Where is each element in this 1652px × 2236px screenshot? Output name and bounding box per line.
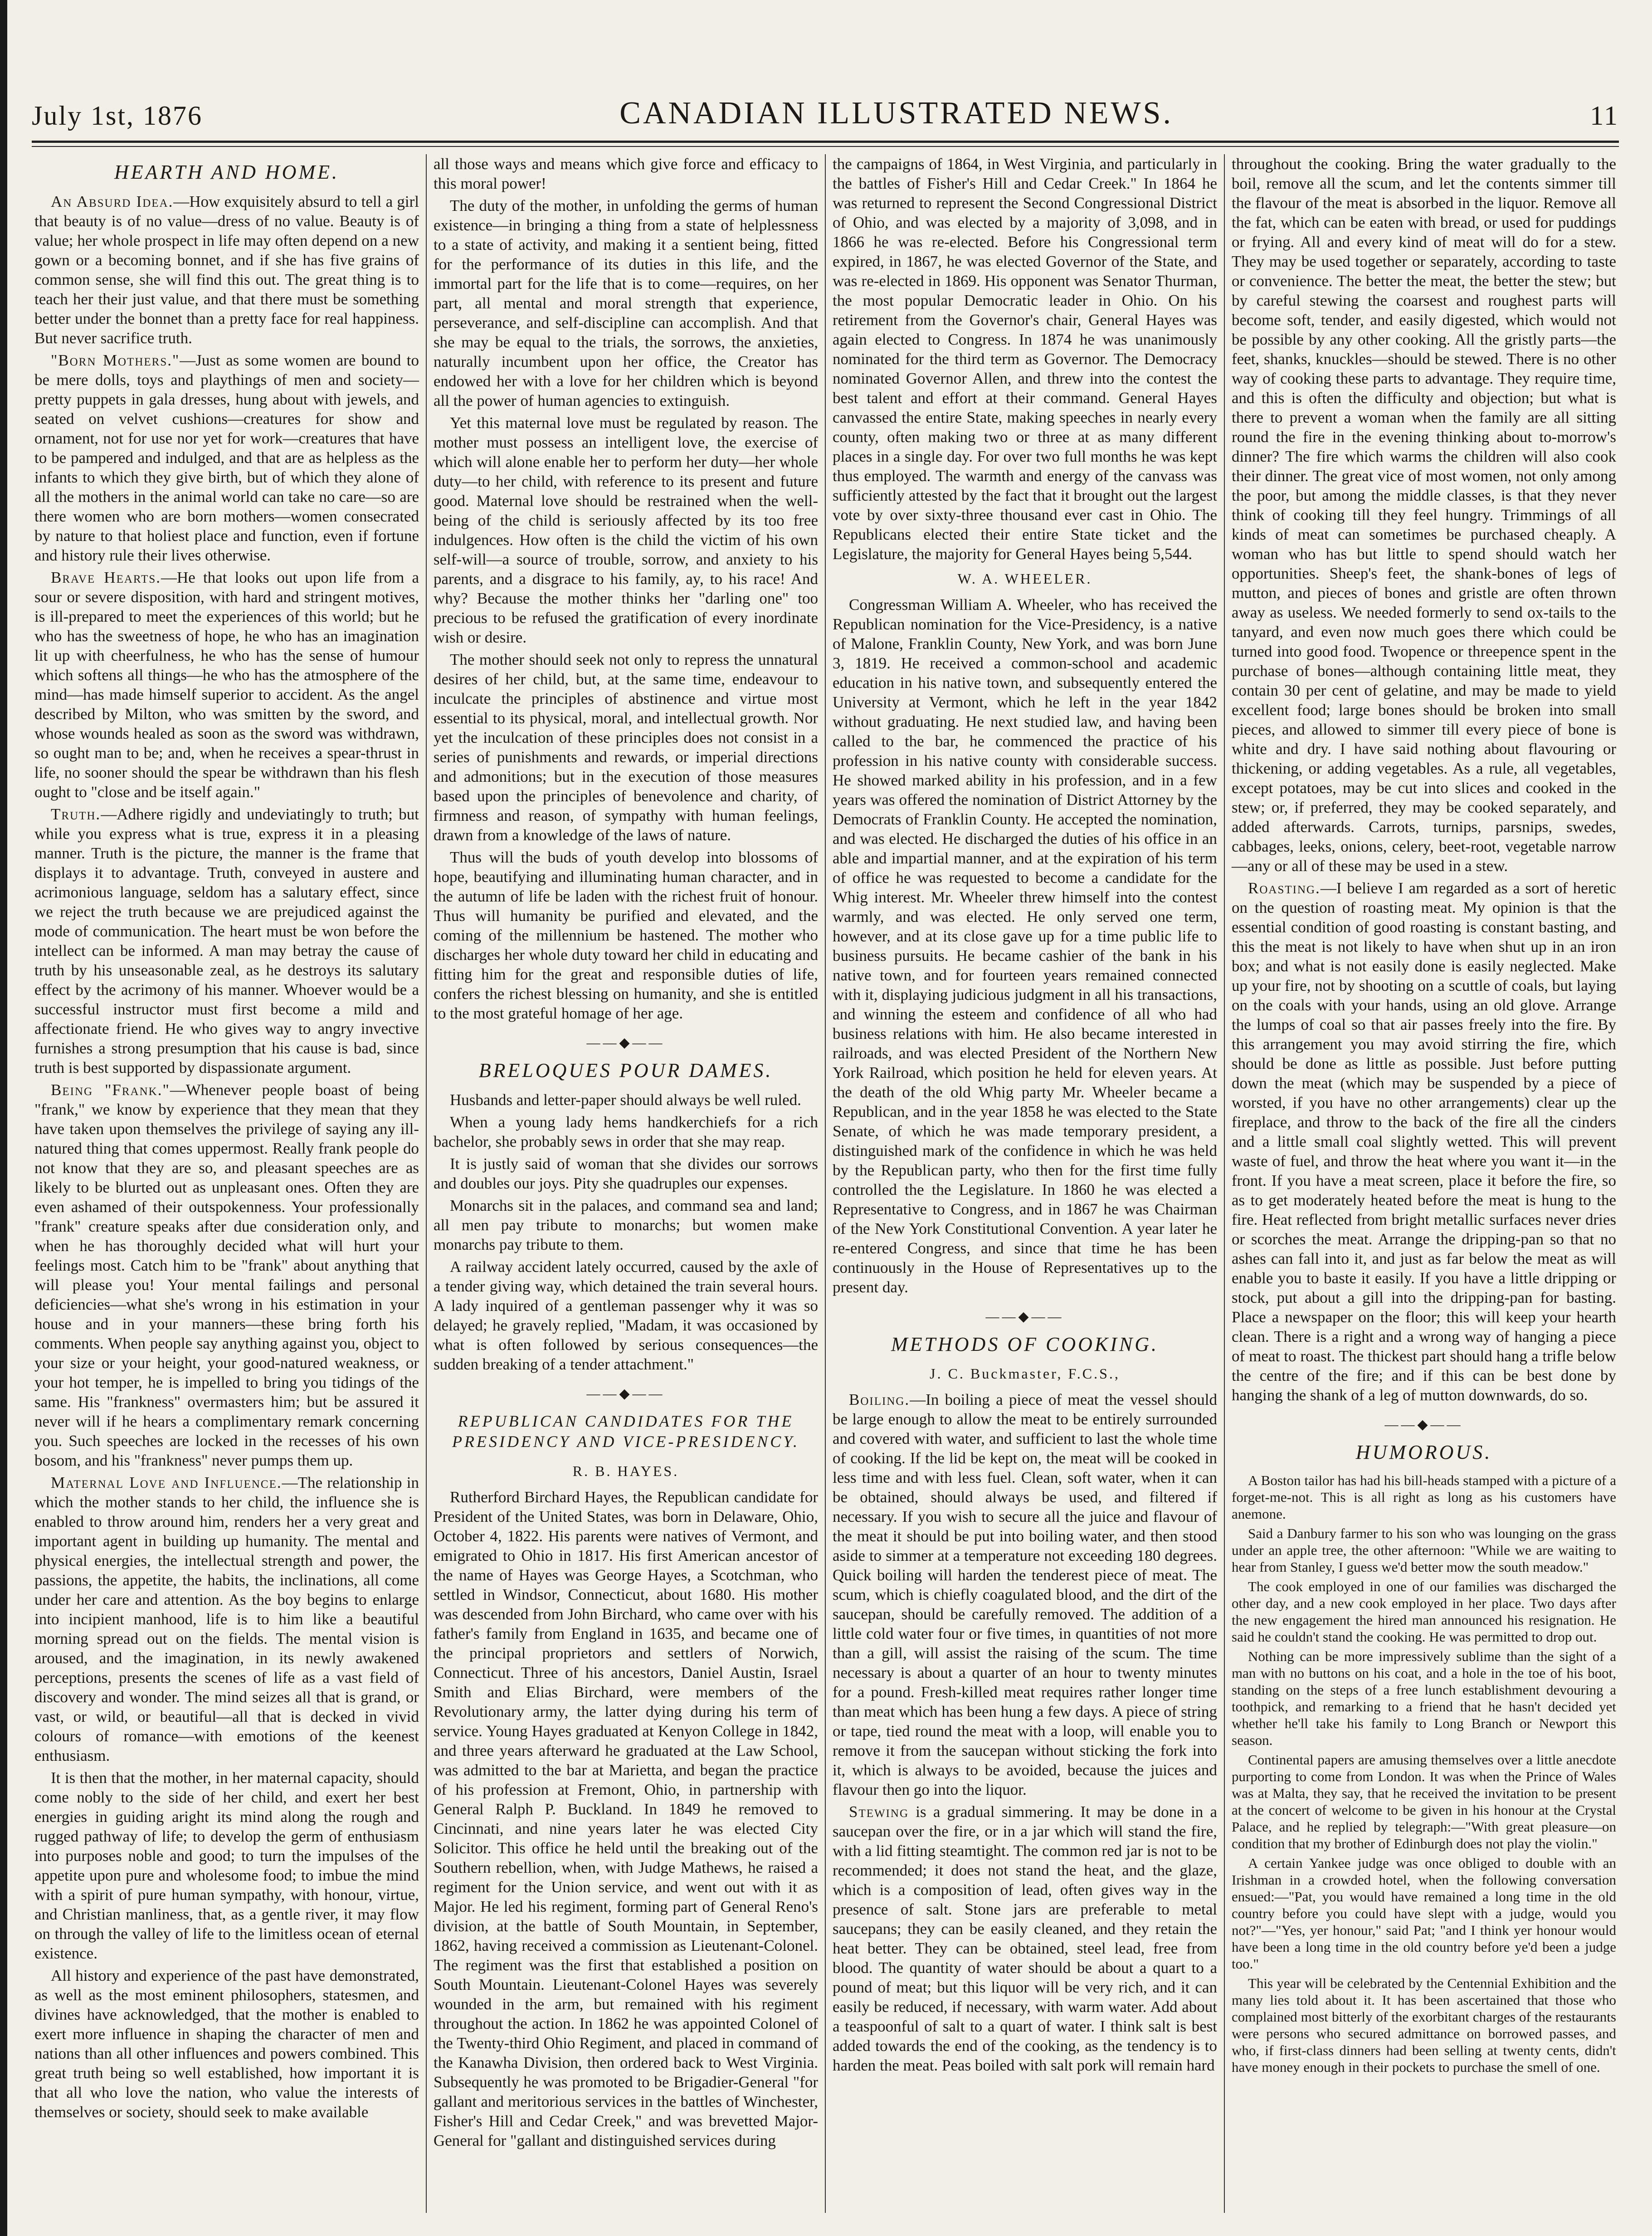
column-rule bbox=[426, 154, 427, 2213]
paragraph: Truth.—Adhere rigidly and undeviatingly to truth; but while you express what is true, express it in a pleasing manner. Truth is the picture, the manner is the frame that displays it to advantage. Truth, conveyed in austere and acrimonious language, seldom has a salutary effect, since we reject the truth because we are prejudiced against the mode of communication. The heart must be won before the intellect can be informed. A man may betray the cause of truth by his unseasonable zeal, as he destroys its salutary effect by the acrimony of his manner. Whoever would be a successful instructor must first become a mild and affectionate friend. He who gives way to angry invective furnishes a strong presumption that his cause is bad, since truth is best supported by dispassionate argument. bbox=[34, 805, 419, 1077]
paragraph: A Boston tailor has had his bill-heads stamped with a picture of a forget-me-not. This is all right as long as his customers have anemone. bbox=[1232, 1472, 1616, 1522]
column-1 bbox=[32, 154, 422, 2213]
paragraph: A certain Yankee judge was once obliged to double with an Irishman in a crowded hotel, when the following conversation ensued:—"Pat, you would have remained a long time in the old country before you could have slept with a judge, would you not?"—"Yes, yer honour," said Pat; "and I think yer honour would have been a long time in the old country before ye'd been a judge too." bbox=[1232, 1855, 1616, 1972]
paragraph: When a young lady hems handkerchiefs for a rich bachelor, she probably sews in order that she may reap. bbox=[434, 1113, 818, 1150]
byline-hayes: R. B. HAYES. bbox=[572, 1463, 679, 1479]
paragraph: Monarchs sit in the palaces, and command sea and land; all men pay tribute to monarchs; but women make monarchs pay tribute to them. bbox=[434, 1197, 818, 1253]
paragraph: Rutherford Birchard Hayes, the Republican candidate for President of the United States, was born in Delaware, Ohio, October 4, 1822. His parents were natives of Vermont, and emigrated to Ohio in 1817. His first American ancestor of the name of Hayes was George Hayes, a Scotchman, who settled in Windsor, Connecticut, about 1680. His mother was descended from John Birchard, who came over with his father's family from England in 1635, and became one of the principal proprietors and settlers of Norwich, Connecticut. Three of his ancestors, Daniel Austin, Israel Smith and Elias Birchard, were members of the Revolutionary army, the latter dying during his term of service. Young Hayes graduated at Kenyon College in 1842, and three years afterward he graduated at the Law School, was admitted to the bar at Marietta, and began the practice of his profession at Fremont, Ohio, in partnership with General Ralph P. Buckland. In 1849 he removed to Cincinnati, and nine years later he was elected City Solicitor. This office he held until the breaking out of the Southern rebellion, when, with Judge Mathews, he raised a regiment for the Union service, and went out with it as Major. He led his regiment, forming part of General Reno's division, at the battle of South Mountain, in September, 1862, having received a commission as Lieutenant-Colonel. The regiment was the first that established a position on South Mountain. Lieutenant-Colonel Hayes was severely wounded in the arm, but remained with his regiment throughout the action. In 1862 he was appointed Colonel of the Twenty-third Ohio Regiment, and placed in command of the Kanawha Division, then ordered back to West Virginia. Subsequently he was promoted to be Brigadier-General "for gallant and meritorious services in the battles of Winchester, Fisher's Hill and Cedar Creek," and was brevetted Major-General for "gallant and distinguished services during bbox=[434, 1488, 818, 2149]
byline-buckmaster: J. C. Buckmaster, F.C.S., bbox=[930, 1365, 1120, 1382]
paragraph: This year will be celebrated by the Centennial Exhibition and the many lies told about it. It has been ascertained that those who complained most bitterly of the exorbitant charges of the restaurants were persons who secured admittance on borrowed passes, and who, if first-class dinners had been selling at twenty cents, didn't have money enough in their pockets to purchase the smell of one. bbox=[1232, 1975, 1616, 2075]
paragraph: The cook employed in one of our families was discharged the other day, and a new cook employed in her place. Two days after the new engagement the hired man announced his resignation. He said he couldn't stand the cooking. He was permitted to drop out. bbox=[1232, 1578, 1616, 1645]
paragraph: Roasting.—I believe I am regarded as a sort of heretic on the question of roasting meat. My opinion is that the essential condition of good roasting is constant basting, and this the meat is not likely to have when shut up in an iron box; and what is not easily done is easily neglected. Make up your fire, not by shooting on a scuttle of coals, but laying on the coals with your hands, using an old glove. Arrange the lumps of coal so that air passes freely into the fire. By this arrangement you may avoid stirring the fire, which should be done as little as possible. Just before putting down the meat (which may be suspended by a piece of worsted, if you have no other arrangements) clear up the fireplace, and throw to the back of the fire all the cinders and a little small coal slightly wetted. This will prevent waste of fuel, and throw the heat where you want it—in the front. If you have a meat screen, place it before the fire, so as to get moderately heated before the meat is hung to the fire. Heat reflected from bright metallic surfaces never dries or scorches the meat. Arrange the dripping-pan so that no ashes can fall into it, and just as far below the meat as will enable you to baste it easily. If you have a little dripping or stock, put about a gill into the dripping-pan for basting. Place a newspaper on the floor; this will keep your hearth clean. There is a right and a wrong way of hanging a piece of meat to roast. The thickest part should hang a trifle below the centre of the fire; and if this can be best done by hanging the shank of a leg of mutton downwards, do so. bbox=[1232, 879, 1616, 1404]
section-heading-republican-1: REPUBLICAN CANDIDATES FOR THE bbox=[458, 1412, 794, 1430]
page-number: 11 bbox=[1590, 101, 1619, 131]
section-heading-hearth: HEARTH AND HOME. bbox=[114, 161, 339, 183]
byline-wheeler: W. A. WHEELER. bbox=[957, 570, 1092, 587]
paragraph: Husbands and letter-paper should always be well ruled. bbox=[450, 1091, 801, 1109]
newspaper-title: CANADIAN ILLUSTRATED NEWS. bbox=[619, 96, 1173, 131]
paragraph: the campaigns of 1864, in West Virginia, and particularly in the battles of Fisher's Hill and Cedar Creek." In 1864 he was returned to represent the Second Congressional District of Ohio, and was elected by a majority of 3,098, and in 1866 he was re-elected. Before his Congressional term expired, in 1867, he was elected Governor of the State, and was re-elected in 1869. His opponent was Senator Thurman, the most popular Democratic leader in Ohio. On his retirement from the Governor's chair, General Hayes was again elected to Congress. In 1874 he was unanimously nominated for the third term as Governor. The Democracy nominated Governor Allen, and threw into the contest the best talent and effort at their command. General Hayes canvassed the entire State, making speeches in nearly every county, often making two or three at as many different places in a single day. For over two full months he was kept thus employed. The warmth and energy of the canvass was sufficiently attested by the fact that it brought out the largest vote by over sixty-three thousand ever cast in Ohio. The Republicans elected their entire State ticket and the Legislature, the majority for General Hayes being 5,544. bbox=[833, 155, 1217, 563]
paragraph: Brave Hearts.—He that looks out upon life from a sour or severe disposition, with hard and stringent motives, is ill-prepared to meet the experiences of this world; but he who has the sweetness of hope, he who has an imagination lit up with cheerfulness, he who has the sense of humour which softens all things—he who has the atmosphere of the mind—has made himself superior to accident. As the angel described by Milton, who was smitten by the sword, and whose wounds healed as soon as the sword was withdrawn, so ought man to be; and, when he receives a spear-thrust in life, no sooner should the spear be withdrawn than his flesh ought to "close and be itself again." bbox=[34, 569, 419, 801]
paragraph: It is justly said of woman that she divides our sorrows and doubles our joys. Pity she quadruples our expenses. bbox=[434, 1155, 818, 1192]
masthead bbox=[32, 86, 1619, 132]
paragraph: Maternal Love and Influence.—The relationship in which the mother stands to her child, the influence she is enabled to throw around him, renders her a very great and important agent in building up humanity. The mental and physical energies, the intellectual strength and power, the passions, the appetite, the habits, the inclinations, all come under her care and attention. As the boy begins to enlarge into incipient manhood, life is to him like a beautiful morning spread out on the fields. The mental vision is aroused, and the imagination, in its newly awakened perceptions, presents the scenes of life as a vast field of discovery and wonder. The mind seizes all that is grand, or vast, or wild, or beautiful—all that is decked in vivid colours of romance—with emotions of the keenest enthusiasm. bbox=[34, 1474, 419, 1764]
column-3 bbox=[830, 154, 1220, 2213]
paragraph: Being "Frank."—Whenever people boast of being "frank," we know by experience that they mean that they have taken upon themselves the privilege of saying any ill-natured thing that comes uppermost. Really frank people do not know that they are so, and pleasant speeches are as likely to be blurted out as unpleasant ones. Often they are even ashamed of their outspokenness. Your professionally "frank" creature speaks after due consideration only, and when he has thoroughly decided what will hurt your feelings most. Catch him to be "frank" about anything that will please you! Your mental failings and personal deficiencies—what she's wrong in his estimation in your house and in your manners—these bring forth his comments. When people say anything against you, object to your size or your height, your good-natured weakness, or your hot temper, he is impelled to bring you tidings of the same. His "frankness" overmasters him; but be assured it never will if he hears a complimentary remark concerning you. Such speeches are locked in the recesses of his own bosom, and his "frankness" never pumps them up. bbox=[34, 1081, 419, 1469]
section-heading-humorous: HUMOROUS. bbox=[1355, 1441, 1492, 1463]
section-divider: ——◆—— bbox=[586, 1035, 665, 1050]
paragraph: throughout the cooking. Bring the water gradually to the boil, remove all the scum, and let the contents simmer till the flavour of the meat is absorbed in the liquor. Remove all the fat, which can be eaten with bread, or used for puddings or frying. All and every kind of meat will do for a stew. They may be used together or separately, according to taste or convenience. The better the meat, the better the stew; but by careful stewing the coarsest and roughest parts will become soft, tender, and easily digested, which would not be possible by any other cooking. All the gristly parts—the feet, shanks, knuckles—should be stewed. There is no other way of cooking these parts to advantage. They require time, and this is often the difficulty and objection; but what is there to prevent a woman when the family are all sitting round the fire in the evening thinking about to-morrow's dinner? The fire which warms the children will also cook their dinner. The great vice of most women, not only among the poor, but among the middle classes, is that they never think of cooking till they feel hungry. Trimmings of all kinds of meat can sometimes be purchased cheaply. A woman who has but little to spend should watch her opportunities. Sheep's feet, the shank-bones of legs of mutton, and pieces of bones and gristle are often thrown away as useless. We needed formerly to send ox-tails to the tanyard, and even now much goes there which could be turned into good food. Twopence or threepence spent in the purchase of bones—although containing little meat, they contain 30 per cent of gelatine, and may be made to yield excellent food; large bones should be broken into small pieces, and allowed to simmer till every piece of bone is white and dry. I have said nothing about flavouring or thickening, or adding vegetables. As a rule, all vegetables, except potatoes, may be cut into slices and cooked in the stew; or, if preferred, they may be cooked separately, and added afterwards. Carrots, turnips, parsnips, swedes, cabbages, leeks, onions, celery, beet-root, vegetable narrow—any or all of these may be used in a stew. bbox=[1232, 155, 1616, 875]
binding-edge bbox=[0, 0, 7, 2236]
paragraph: all those ways and means which give force and efficacy to this moral power! bbox=[434, 155, 818, 192]
newspaper-page bbox=[32, 27, 1619, 2222]
column-rule bbox=[1224, 154, 1225, 2213]
paragraph: "Born Mothers."—Just as some women are bound to be mere dolls, toys and playthings of men and society—pretty puppets in gala dresses, hung about with jewels, and seated on velvet cushions—creatures for show and ornament, not for use nor yet for work—creatures that have to be pampered and indulged, and that are as helpless as the infants to which they give birth, but of which they alone of all the mothers in the animal world can take no care—so are there women who are born mothers—women consecrated by nature to that holiest place and function, even if fortune and history rule their lives otherwise. bbox=[34, 351, 419, 564]
section-divider: ——◆—— bbox=[985, 1309, 1064, 1324]
section-heading-cooking: METHODS OF COOKING. bbox=[891, 1333, 1159, 1355]
paragraph: Said a Danbury farmer to his son who was lounging on the grass under an apple tree, the other afternoon: "While we are waiting to hear from Stanley, I guess we'd better mow the south meadow." bbox=[1232, 1525, 1616, 1575]
paragraph: An Absurd Idea.—How exquisitely absurd to tell a girl that beauty is of no value—dress of no value. Beauty is of value; her whole prospect in life may often depend on a new gown or a becoming bonnet, and if she has five grains of common sense, she will find this out. The great thing is to teach her their just value, and that there must be something better under the bonnet than a pretty face for real happiness. But never sacrifice truth. bbox=[34, 193, 419, 347]
paragraph: A railway accident lately occurred, caused by the axle of a tender giving way, which detained the train several hours. A lady inquired of a gentleman passenger why it was so delayed; he gravely replied, "Madam, it was occasioned by what is often followed by serious consequences—the sudden breaking of a tender attachment." bbox=[434, 1258, 818, 1373]
paragraph: Boiling.—In boiling a piece of meat the vessel should be large enough to allow the meat to be entirely surrounded and covered with water, and sufficient to last the whole time of cooking. If the lid be kept on, the meat will be cooked in less time and with less fuel. Clean, soft water, when it can be obtained, should always be used, and filtered if necessary. If you wish to secure all the juice and flavour of the meat it should be put into boiling water, and then stood aside to simmer at a temperature not exceeding 180 degrees. Quick boiling will harden the tenderest piece of meat. The scum, which is chiefly coagulated blood, and the dirt of the saucepan, should be carefully removed. The addition of a little cold water four or five times, in quantities of not more than a gill, will assist the raising of the scum. The time necessary is about a quarter of an hour to twenty minutes for a pound. Fresh-killed meat requires rather longer time than meat which has been hung a few days. A piece of string or tape, tied round the meat with a loop, will enable you to remove it from the saucepan without sticking the fork into it, which is always to be avoided, because the juices and flavour then go into the liquor. bbox=[833, 1391, 1217, 1798]
paragraph: The duty of the mother, in unfolding the germs of human existence—in bringing a thing from a state of helplessness to a state of activity, and making it a sentient being, fitted for the performance of its duties in this life, and the immortal part for the life that is to come—requires, on her part, all mental and moral strength that experience, perseverance, and self-discipline can accomplish. And that she may be equal to the trials, the sorrows, the anxieties, naturally incumbent upon her office, the Creator has endowed her with a love for her children which is beyond all the power of human agencies to extinguish. bbox=[434, 197, 818, 409]
column-rule bbox=[825, 154, 826, 2213]
paragraph: Yet this maternal love must be regulated by reason. The mother must possess an intelligent love, the exercise of which will alone enable her to perform her duty—her whole duty—to her child, with reference to its present and future good. Maternal love should be restrained when the well-being of the child is seriously affected by its too free indulgences. How often is the child the victim of his own self-will—a source of trouble, sorrow, and anxiety to his parents, and a disgrace to his family, ay, to his race! And why? Because the mother thinks her "darling one" too precious to be refused the gratification of every inordinate wish or desire. bbox=[434, 414, 818, 646]
column-4 bbox=[1229, 154, 1619, 2213]
paragraph: It is then that the mother, in her maternal capacity, should come nobly to the side of her child, and exert her best energies in guiding aright its mind along the rough and rugged pathway of life; to develop the germ of enthusiasm into purposes noble and good; to turn the impulses of the appetite upon pure and wholesome food; to imbue the mind with a spirit of pure human sympathy, with honour, virtue, and Christian manliness, that, as a gentle river, it may flow on through the valley of life to the limitless ocean of eternal existence. bbox=[34, 1769, 419, 1962]
article-columns bbox=[32, 154, 1619, 2213]
paragraph: Nothing can be more impressively sublime than the sight of a man with no buttons on his coat, and a hole in the toe of his boot, standing on the steps of a free lunch establishment devouring a toothpick, and remarking to a friend that he hasn't decided yet whether he'll take his family to Long Branch or Newport this season. bbox=[1232, 1648, 1616, 1748]
paragraph: All history and experience of the past have demonstrated, as well as the most eminent philosophers, statesmen, and divines have acknowledged, that the mother is enabled to exert more influence in shaping the character of men and nations than all other influences and powers combined. This great truth being so well established, how important it is that all who love the nation, who value the interests of themselves or society, should seek to make available bbox=[34, 1967, 419, 2121]
section-heading-republican-2: PRESIDENCY AND VICE-PRESIDENCY. bbox=[452, 1432, 799, 1451]
section-heading-breloques: BRELOQUES POUR DAMES. bbox=[478, 1059, 773, 1081]
paragraph: Continental papers are amusing themselves over a little anecdote purporting to come from London. It was when the Prince of Wales was at Malta, they say, that he received the invitation to be present at the concert of welcome to be given in his honour at the Crystal Palace, and he replied by telegraph:—"With great pleasure—on condition that my brother of Edinburgh does not play the violin." bbox=[1232, 1752, 1616, 1851]
paragraph: The mother should seek not only to repress the unnatural desires of her child, but, at the same time, endeavour to inculcate the principles of abstinence and virtue most essential to its physical, moral, and intellectual growth. Nor yet the inculcation of these principles does not consist in a series of punishments and rewards, or imperial directions and admonitions; but in the execution of those measures based upon the principles of benevolence and charity, of firmness and reason, of sympathy with human feelings, drawn from a knowledge of the laws of nature. bbox=[434, 651, 818, 844]
issue-date: July 1st, 1876 bbox=[32, 101, 203, 131]
paragraph: Stewing is a gradual simmering. It may be done in a saucepan over the fire, or in a jar which will stand the fire, with a lid fitting steamtight. The common red jar is not to be recommended; it does not stand the heat, and the glaze, which is a composition of lead, often gives way in the presence of salt. Stone jars are preferable to metal saucepans; they can be easily cleaned, and they retain the heat better. They can be obtained, steel lead, free from blood. The quantity of water should be about a quart to a pound of meat; but this liquor will be very rich, and it can easily be reduced, if necessary, with warm water. Add about a teaspoonful of salt to a quart of water. I think salt is best added towards the end of the cooking, as the tendency is to harden the meat. Peas boiled with salt pork will remain hard bbox=[833, 1803, 1217, 2074]
paragraph: Congressman William A. Wheeler, who has received the Republican nomination for the Vice-Presidency, is a native of Malone, Franklin County, New York, and was born June 3, 1819. He received a common-school and academic education in his native town, and subsequently entered the University at Vermont, which he left in the year 1842 without graduating. He next studied law, and having been called to the bar, he commenced the practice of his profession in his native county with considerable success. He showed marked ability in his profession, and in a few years was offered the nomination of District Attorney by the Democrats of Franklin County. He accepted the nomination, and was elected. He discharged the duties of his office in an able and impartial manner, and at the expiration of his term of office he was requested to become a candidate for the Whig interest. Mr. Wheeler threw himself into the contest warmly, and was elected. He only served one term, however, and at its close gave up for a time public life to business pursuits. He became cashier of the bank in his native town, and for fourteen years remained connected with it, displaying judicious judgment in all his transactions, and winning the esteem and confidence of all who had business relations with him. He also became interested in railroads, and was elected President of the Northern New York Railroad, which position he held for eleven years. At the death of the old Whig party Mr. Wheeler became a Republican, and in the year 1858 he was elected to the State Senate, of which he was made temporary president, a distinguished mark of the confidence in which he was held by the Republican party, who then for the first time fully controlled the the Legislature. In 1860 he was elected a Representative to Congress, and in 1867 he was Chairman of the New York Constitutional Convention. A year later he re-entered Congress, and since that time he has been continuously in the House of Representatives up to the present day. bbox=[833, 596, 1217, 1296]
masthead-rule bbox=[32, 141, 1619, 143]
paragraph: Thus will the buds of youth develop into blossoms of hope, beautifying and illuminating human character, and in the autumn of life be laden with the richest fruit of honour. Thus will humanity be purified and elevated, and the coming of the millennium be hastened. The mother who discharges her whole duty toward her child in educating and fitting him for the great and responsible duties of life, confers the richest blessing on humanity, and she is entitled to the most grateful homage of her age. bbox=[434, 848, 818, 1022]
masthead-rule-thin bbox=[32, 146, 1619, 147]
column-2 bbox=[431, 154, 821, 2213]
section-divider: ——◆—— bbox=[586, 1386, 665, 1401]
section-divider: ——◆—— bbox=[1384, 1417, 1463, 1432]
